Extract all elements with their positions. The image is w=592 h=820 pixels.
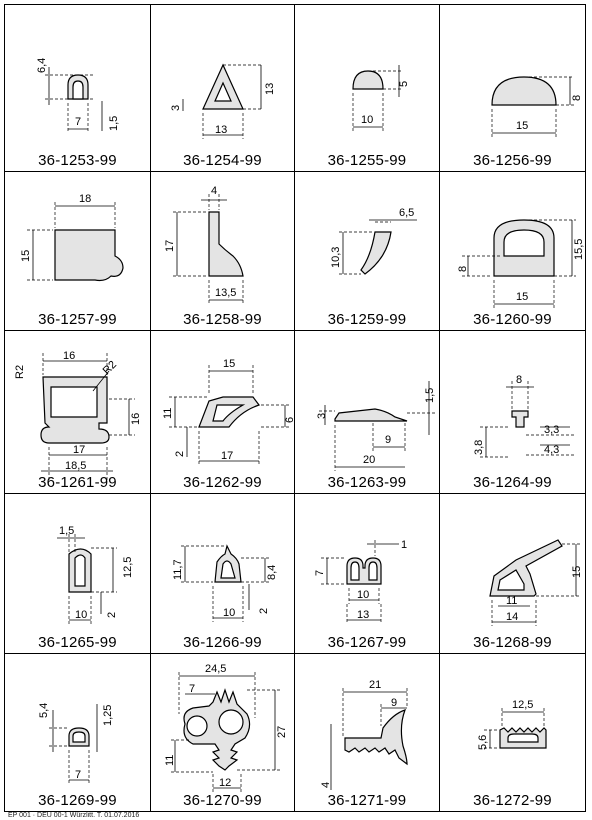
svg-text:17: 17 (164, 239, 176, 252)
svg-text:17: 17 (221, 450, 234, 462)
profile-drawing (151, 654, 294, 811)
svg-text:1,5: 1,5 (108, 115, 120, 131)
svg-text:3,8: 3,8 (473, 439, 485, 455)
profile-cell (440, 5, 585, 171)
svg-text:1,25: 1,25 (102, 704, 114, 726)
profile-cell (295, 331, 439, 493)
svg-text:16: 16 (130, 412, 142, 425)
profile-drawing (295, 331, 439, 493)
svg-text:7: 7 (189, 683, 196, 695)
svg-text:10: 10 (357, 589, 370, 601)
profile-drawing (440, 494, 585, 653)
profile-code: 36-1255-99 (327, 152, 407, 169)
profile-cell (5, 494, 150, 653)
svg-text:3,3: 3,3 (544, 424, 560, 436)
profile-cell (295, 172, 439, 330)
profile-code: 36-1256-99 (473, 152, 552, 169)
svg-text:8: 8 (457, 265, 469, 272)
profile-cell (5, 172, 150, 330)
svg-text:21: 21 (369, 679, 382, 691)
svg-text:8: 8 (571, 94, 583, 101)
svg-text:11: 11 (164, 754, 176, 766)
svg-text:7: 7 (75, 769, 82, 781)
svg-text:9: 9 (391, 697, 398, 709)
svg-text:12,5: 12,5 (512, 699, 534, 711)
profile-drawing (5, 172, 150, 330)
profile-cell (440, 331, 585, 493)
svg-text:8,4: 8,4 (266, 564, 278, 580)
profile-cell (151, 654, 294, 811)
profile-drawing (440, 5, 585, 171)
profile-cell (5, 5, 150, 171)
profile-code: 36-1269-99 (38, 792, 117, 809)
svg-text:10: 10 (361, 114, 374, 126)
svg-text:6,5: 6,5 (399, 207, 415, 219)
svg-text:12: 12 (219, 777, 232, 789)
profile-cell (295, 494, 439, 653)
profile-code: 36-1262-99 (183, 474, 262, 491)
svg-text:10: 10 (75, 609, 88, 621)
profile-drawing (151, 172, 294, 330)
profile-drawing (295, 5, 439, 171)
svg-text:9: 9 (385, 434, 392, 446)
profile-drawing (440, 654, 585, 811)
profile-drawing (5, 494, 150, 653)
svg-text:4,3: 4,3 (544, 444, 560, 456)
profile-drawing (5, 654, 150, 811)
svg-text:15: 15 (571, 565, 583, 578)
profile-drawing (151, 5, 294, 171)
svg-text:5,6: 5,6 (477, 734, 489, 750)
svg-text:R2: R2 (100, 358, 120, 378)
profile-drawing (151, 494, 294, 653)
profile-cell (151, 5, 294, 171)
profile-code: 36-1264-99 (473, 474, 552, 491)
svg-text:10,3: 10,3 (330, 246, 342, 268)
svg-text:18: 18 (79, 193, 92, 205)
svg-text:14: 14 (506, 611, 519, 623)
footer-note: EP 001 · DEU 00-1 Würzlitt. T. 01.07.2016 (8, 812, 140, 819)
profile-code: 36-1254-99 (183, 152, 262, 169)
profile-cell (440, 494, 585, 653)
svg-text:16: 16 (63, 350, 76, 362)
profile-code: 36-1263-99 (327, 474, 407, 491)
svg-text:6,4: 6,4 (36, 57, 48, 73)
profile-code: 36-1258-99 (183, 311, 262, 328)
svg-text:18,5: 18,5 (65, 460, 87, 472)
profile-drawing (5, 331, 150, 493)
profile-code: 36-1267-99 (327, 634, 407, 651)
svg-text:4: 4 (211, 185, 218, 197)
svg-text:17: 17 (73, 444, 86, 456)
svg-text:1: 1 (401, 539, 408, 551)
profile-code: 36-1270-99 (183, 792, 262, 809)
svg-text:1,5: 1,5 (59, 525, 75, 537)
svg-text:20: 20 (363, 454, 376, 466)
svg-text:15: 15 (20, 249, 32, 262)
svg-text:3: 3 (170, 104, 182, 111)
svg-text:24,5: 24,5 (205, 663, 227, 675)
profile-cell (151, 331, 294, 493)
profile-code: 36-1257-99 (38, 311, 117, 328)
profile-cell (295, 5, 439, 171)
profile-cell (5, 331, 150, 493)
svg-text:7: 7 (75, 116, 82, 128)
svg-text:8: 8 (516, 374, 523, 386)
svg-text:13: 13 (357, 609, 370, 621)
profile-code: 36-1265-99 (38, 634, 117, 651)
svg-text:1,5: 1,5 (424, 387, 436, 403)
profile-drawing (295, 654, 439, 811)
svg-text:10: 10 (223, 607, 236, 619)
profile-cell (151, 172, 294, 330)
svg-text:2: 2 (106, 611, 118, 618)
svg-text:R2: R2 (14, 364, 26, 379)
profile-code: 36-1272-99 (473, 792, 552, 809)
profile-cell (295, 654, 439, 811)
profile-code: 36-1253-99 (38, 152, 117, 169)
svg-text:2: 2 (258, 607, 270, 614)
profile-grid (4, 4, 586, 812)
svg-text:11: 11 (162, 407, 174, 419)
svg-text:4: 4 (320, 781, 332, 788)
svg-text:13: 13 (215, 124, 228, 136)
profile-cell (440, 172, 585, 330)
svg-text:5: 5 (398, 80, 410, 87)
profile-cell (5, 654, 150, 811)
svg-text:15: 15 (516, 120, 529, 132)
svg-text:11: 11 (506, 595, 518, 607)
profile-cell (440, 654, 585, 811)
profile-drawing (5, 5, 150, 171)
svg-text:3: 3 (316, 412, 328, 419)
profile-drawing (295, 494, 439, 653)
profile-drawing (440, 331, 585, 493)
svg-text:27: 27 (276, 725, 288, 738)
svg-text:2: 2 (174, 450, 186, 457)
svg-text:15,5: 15,5 (573, 238, 585, 260)
svg-text:15: 15 (516, 291, 529, 303)
profile-drawing (295, 172, 439, 330)
profile-code: 36-1266-99 (183, 634, 262, 651)
profile-drawing (440, 172, 585, 330)
profile-code: 36-1259-99 (327, 311, 407, 328)
profile-code: 36-1261-99 (38, 474, 117, 491)
profile-cell (151, 494, 294, 653)
svg-text:13,5: 13,5 (215, 287, 237, 299)
svg-text:15: 15 (223, 358, 236, 370)
svg-text:5,4: 5,4 (38, 702, 50, 718)
profile-code: 36-1268-99 (473, 634, 552, 651)
svg-text:6: 6 (284, 416, 296, 423)
svg-text:12,5: 12,5 (122, 556, 134, 578)
profile-code: 36-1260-99 (473, 311, 552, 328)
svg-text:7: 7 (314, 569, 326, 576)
profile-code: 36-1271-99 (327, 792, 407, 809)
svg-text:11,7: 11,7 (172, 559, 184, 580)
svg-text:13: 13 (264, 82, 276, 95)
profile-drawing (151, 331, 294, 493)
